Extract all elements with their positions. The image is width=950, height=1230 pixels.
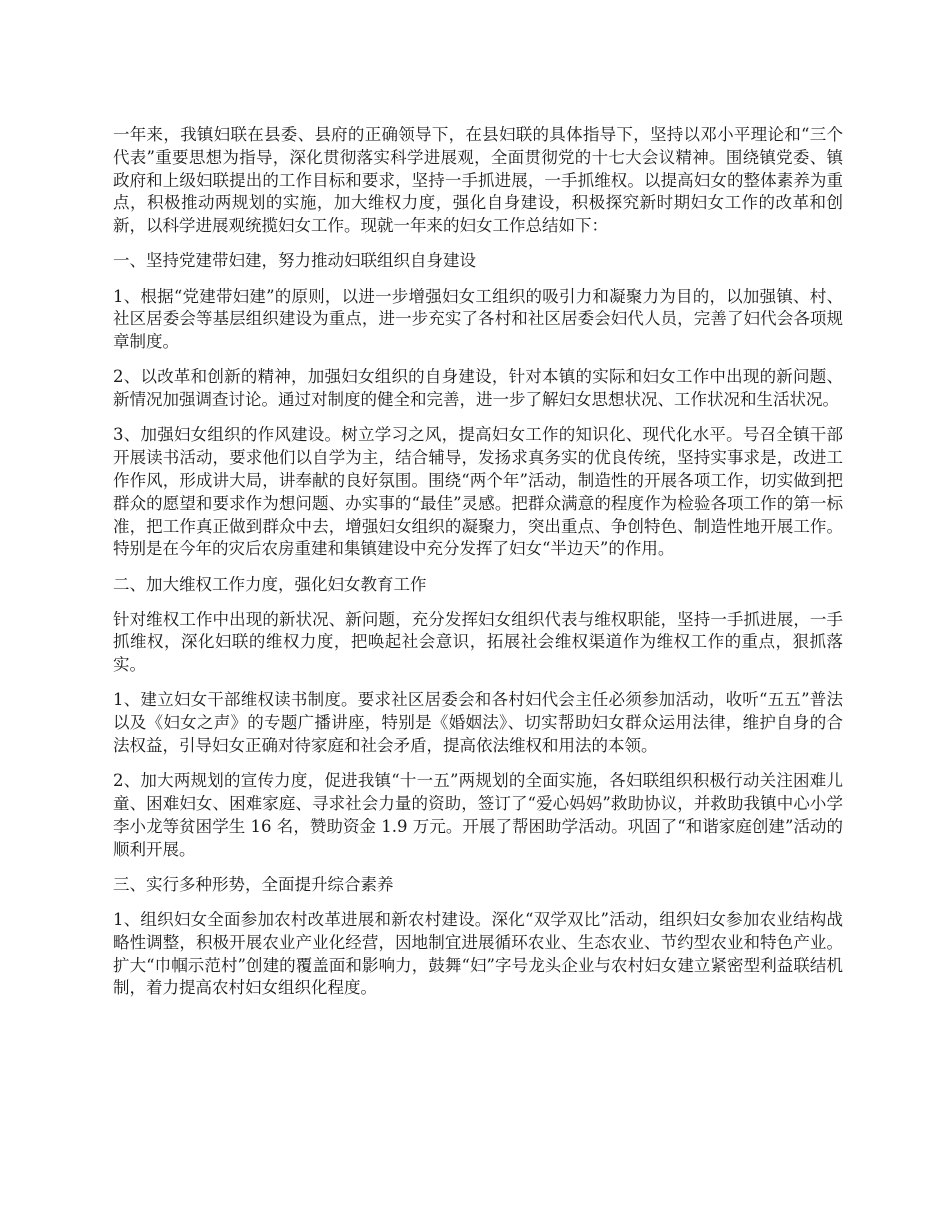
section-1-item-1: 1、根据“党建带妇建”的原则，以进一步增强妇女工组织的吸引力和凝聚力为目的，以加强镇、村、社区居委会等基层组织建设为重点，进一步充实了各村和社区居委会妇代人员，完善了妇代会各项规章制度。 <box>113 286 843 352</box>
section-2-item-2: 2、加大两规划的宣传力度，促进我镇“十一五”两规划的全面实施，各妇联组织积极行动关注困难儿童、困难妇女、困难家庭、寻求社会力量的资助，签订了“爱心妈妈”救助协议，并救助我镇中心小学李小龙等贫困学生 16 名，赞助资金 1.9 万元。开展了帮困助学活动。巩固了“和谐家庭创建”活动的顺利开展。 <box>113 771 843 859</box>
section-1-item-2: 2、以改革和创新的精神，加强妇女组织的自身建设，针对本镇的实际和妇女工作中出现的新问题、新情况加强调查讨论。通过对制度的健全和完善，进一步了解妇女思想状况、工作状况和生活状况。 <box>113 367 843 410</box>
section-3-item-1: 1、组织妇女全面参加农村改革进展和新农村建设。深化“双学双比”活动，组织妇女参加农业结构战略性调整，积极开展农业产业化经营，因地制宜进展循环农业、生态农业、节约型农业和特色产业。扩大“巾帼示范村”创建的覆盖面和影响力，鼓舞“妇”字号龙头企业与农村妇女建立紧密型利益联结机制，着力提高农村妇女组织化程度。 <box>113 910 843 998</box>
section-2-item-1: 1、建立妇女干部维权读书制度。要求社区居委会和各村妇代会主任必须参加活动，收听“五五”普法以及《妇女之声》的专题广播讲座，特别是《婚姻法》、切实帮助妇女群众运用法律，维护自身的合法权益，引导妇女正确对待家庭和社会矛盾，提高依法维权和用法的本领。 <box>113 690 843 756</box>
section-heading-2: 二、加大维权工作力度，强化妇女教育工作 <box>113 574 427 594</box>
document-body <box>113 124 843 1013</box>
section-1-item-3: 3、加强妇女组织的作风建设。树立学习之风，提高妇女工作的知识化、现代化水平。号召全镇干部开展读书活动，要求他们以自学为主，结合辅导，发扬求真务实的优良传统，坚持实事求是，改进工作作风，形成讲大局，讲奉献的良好氛围。围绕“两个年”活动，制造性的开展各项工作，切实做到把群众的愿望和要求作为想问题、办实事的“最佳”灵感。把群众满意的程度作为检验各项工作的第一标准，把工作真正做到群众中去，增强妇女组织的凝聚力，突出重点、争创特色、制造性地开展工作。特别是在今年的灾后农房重建和集镇建设中充分发挥了妇女“半边天”的作用。 <box>113 425 843 559</box>
section-heading-1: 一、坚持党建带妇建，努力推动妇联组织自身建设 <box>113 251 476 271</box>
section-2-intro: 针对维权工作中出现的新状况、新问题，充分发挥妇女组织代表与维权职能，坚持一手抓进展，一手抓维权，深化妇联的维权力度，把唤起社会意识，拓展社会维权渠道作为维权工作的重点，狠抓落实。 <box>113 609 843 675</box>
intro-paragraph: 一年来，我镇妇联在县委、县府的正确领导下，在县妇联的具体指导下，坚持以邓小平理论和“三个代表”重要思想为指导，深化贯彻落实科学进展观，全面贯彻党的十七大会议精神。围绕镇党委、镇政府和上级妇联提出的工作目标和要求，坚持一手抓进展，一手抓维权。以提高妇女的整体素养为重点，积极推动两规划的实施，加大维权力度，强化自身建设，积极探究新时期妇女工作的改革和创新，以科学进展观统揽妇女工作。现就一年来的妇女工作总结如下： <box>113 125 843 236</box>
section-heading-3: 三、实行多种形势，全面提升综合素养 <box>113 874 394 894</box>
